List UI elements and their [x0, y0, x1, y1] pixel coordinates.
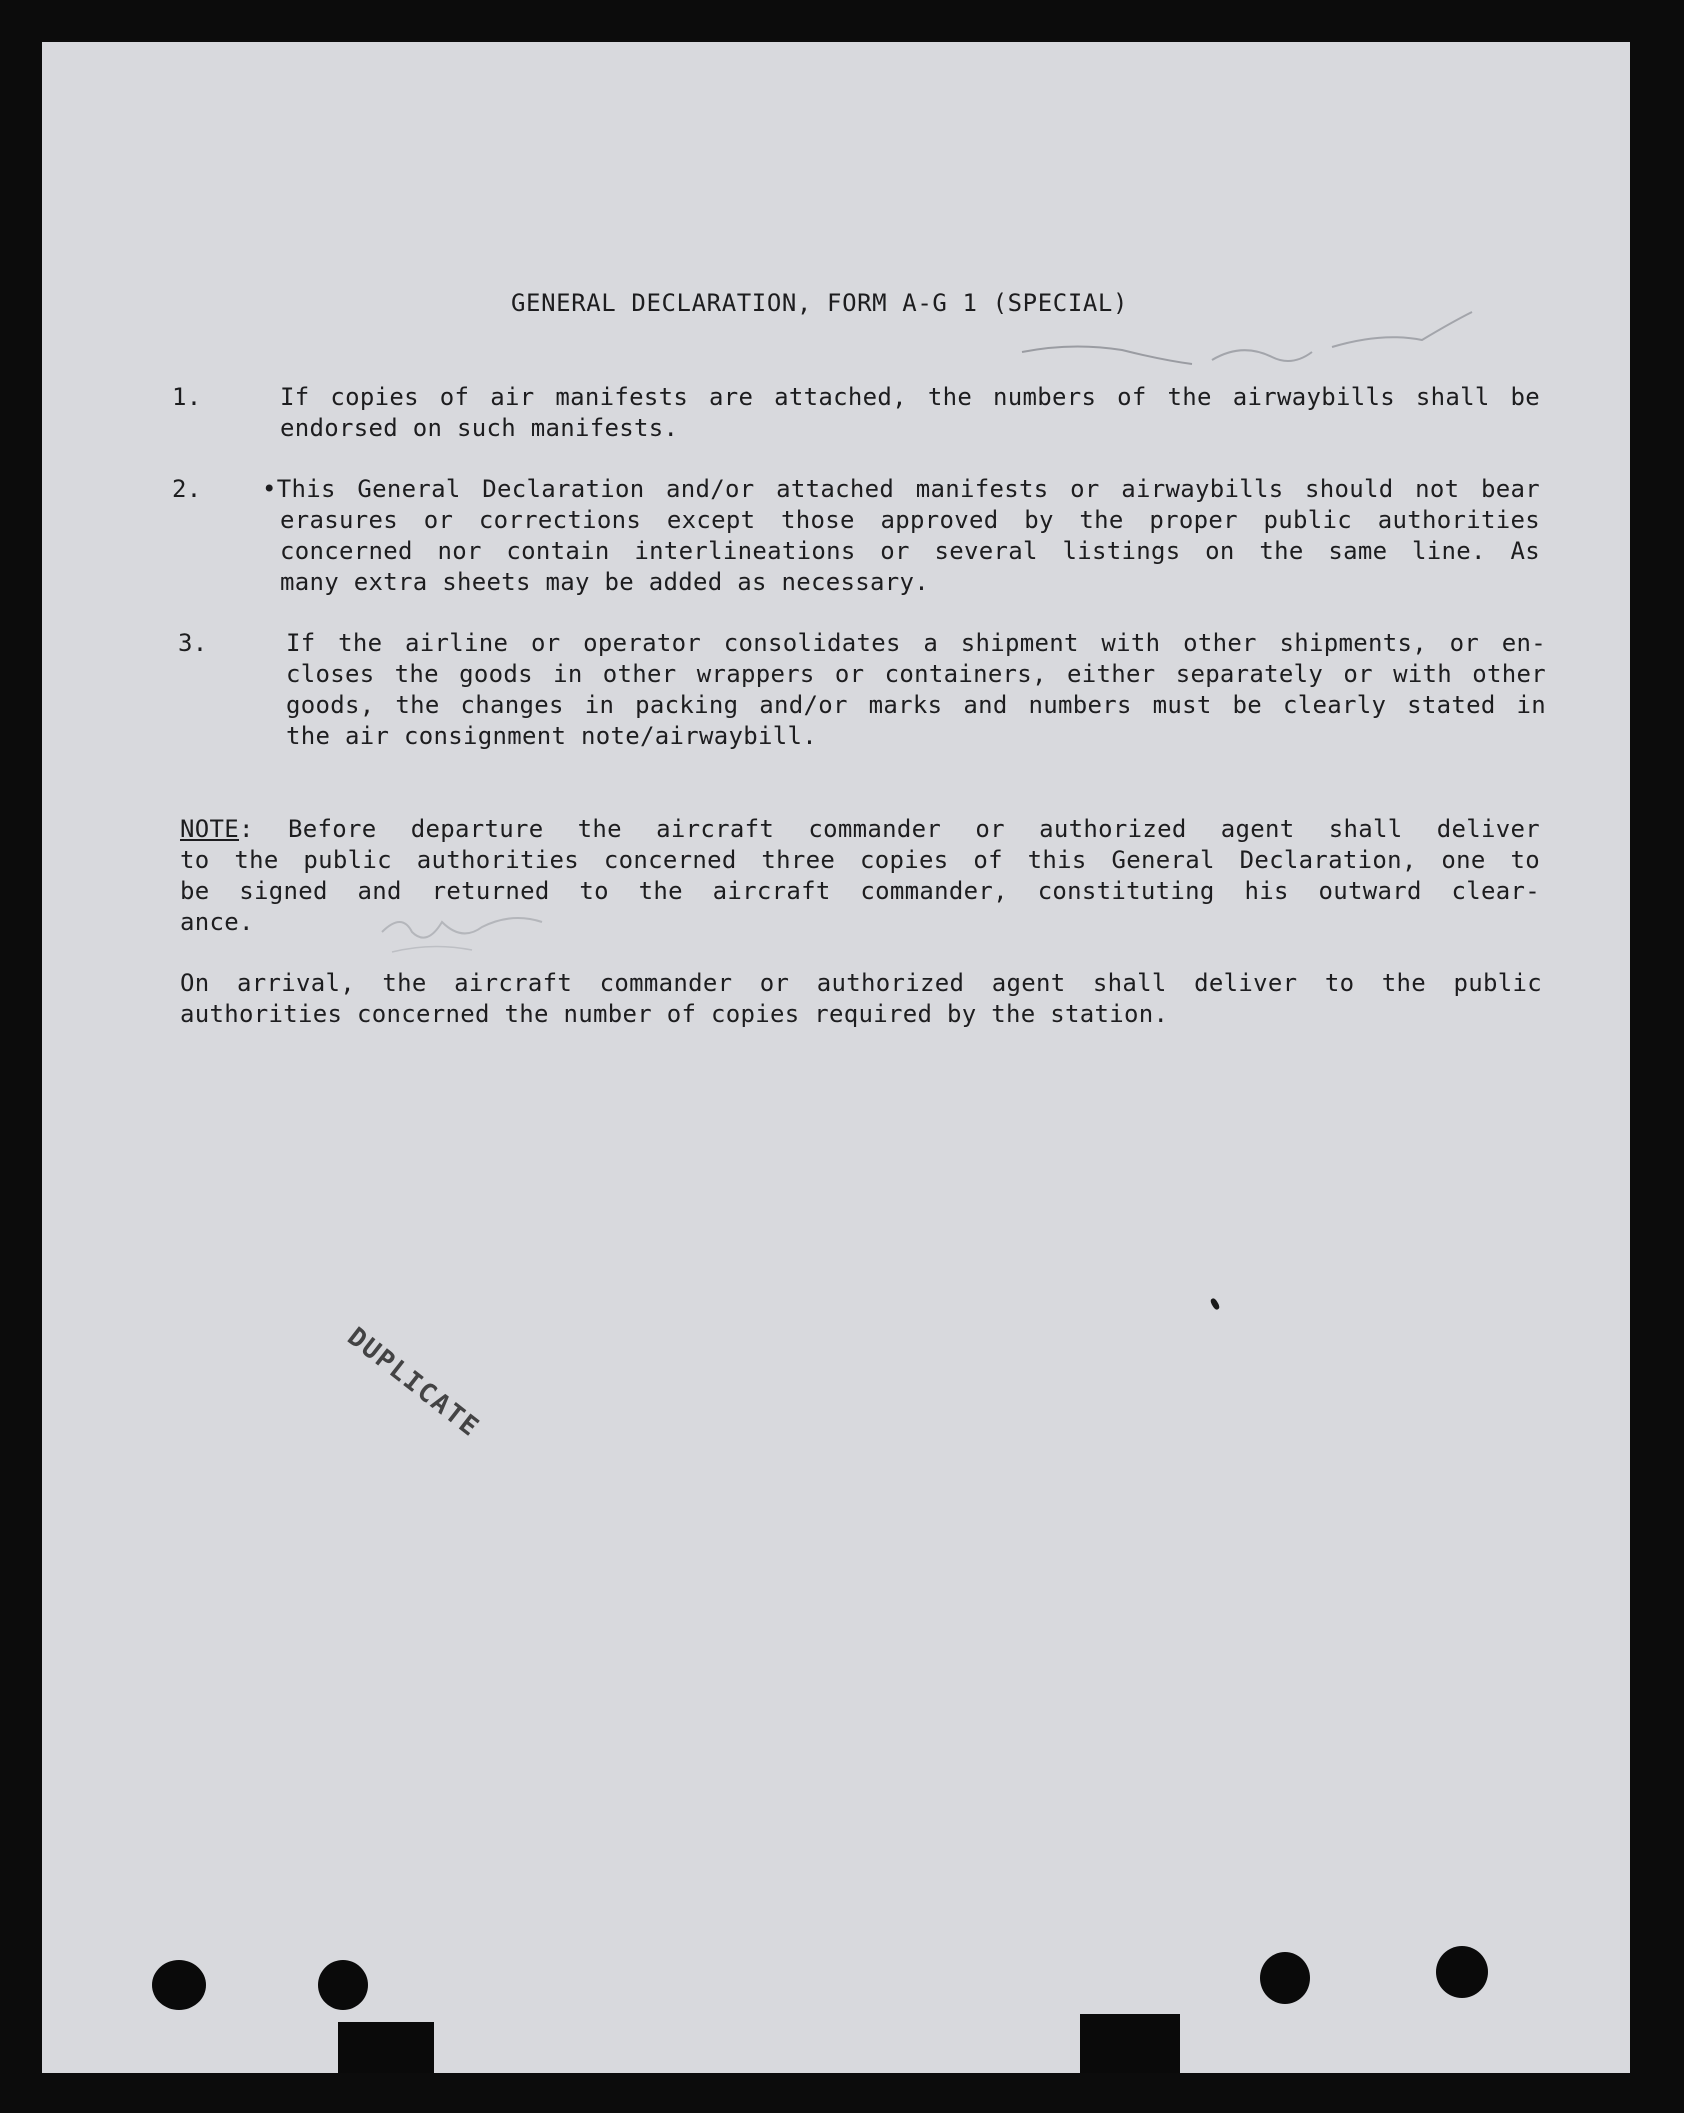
item-1-number: 1. [172, 383, 202, 411]
item-2-line-1: •This General Declaration and/or attached manifests or airwaybills should not bear [262, 475, 1540, 503]
item-2-line-4: many extra sheets may be added as necessary. [280, 568, 929, 596]
note-line-2: to the public authorities concerned three copies of this General Declaration, one to [180, 846, 1540, 874]
note-first-line-text: : Before departure the aircraft commander or authorized agent shall deliver [239, 815, 1540, 843]
note-first-line [180, 814, 1540, 845]
arrival-line-1: On arrival, the aircraft commander or authorized agent shall deliver to the public [180, 969, 1542, 997]
binding-tab-right [1080, 2014, 1180, 2073]
punch-hole-1 [152, 1960, 206, 2010]
item-3-line-1: If the airline or operator consolidates a shipment with other shipments, or en- [286, 629, 1546, 657]
item-2-line-2: erasures or corrections except those approved by the proper public authorities [280, 506, 1540, 534]
handwritten-mark-top [1012, 302, 1492, 382]
handwritten-mark-note [372, 902, 572, 962]
item-2-number: 2. [172, 475, 202, 503]
item-3-line-3: goods, the changes in packing and/or marks and numbers must be clearly stated in [286, 691, 1546, 719]
note-label: NOTE [180, 815, 239, 843]
arrival-paragraph [180, 968, 1542, 1030]
item-2-line-3: concerned nor contain interlineations or several listings on the same line. As [280, 537, 1540, 565]
duplicate-stamp: DUPLICATE [341, 1322, 486, 1444]
arrival-line-2: authorities concerned the number of copies required by the station. [180, 1000, 1169, 1028]
punch-hole-3 [1260, 1952, 1310, 2004]
note-line-3: be signed and returned to the aircraft commander, constituting his outward clear- [180, 877, 1540, 905]
binding-tab-left [338, 2022, 434, 2073]
punch-hole-4 [1436, 1946, 1488, 1998]
punch-hole-2 [318, 1960, 368, 2010]
item-1-line-1: If copies of air manifests are attached, the numbers of the airwaybills shall be [280, 383, 1540, 411]
document-page [42, 42, 1630, 2073]
document-title: GENERAL DECLARATION, FORM A-G 1 (SPECIAL) [511, 289, 1129, 317]
item-3-line-2: closes the goods in other wrappers or containers, either separately or with other [286, 660, 1546, 688]
note-line-4: ance. [180, 908, 254, 936]
item-3-number: 3. [178, 629, 208, 657]
item-3-line-4: the air consignment note/airwaybill. [286, 722, 817, 750]
ink-speck [1209, 1297, 1220, 1310]
item-1-line-2: endorsed on such manifests. [280, 414, 679, 442]
